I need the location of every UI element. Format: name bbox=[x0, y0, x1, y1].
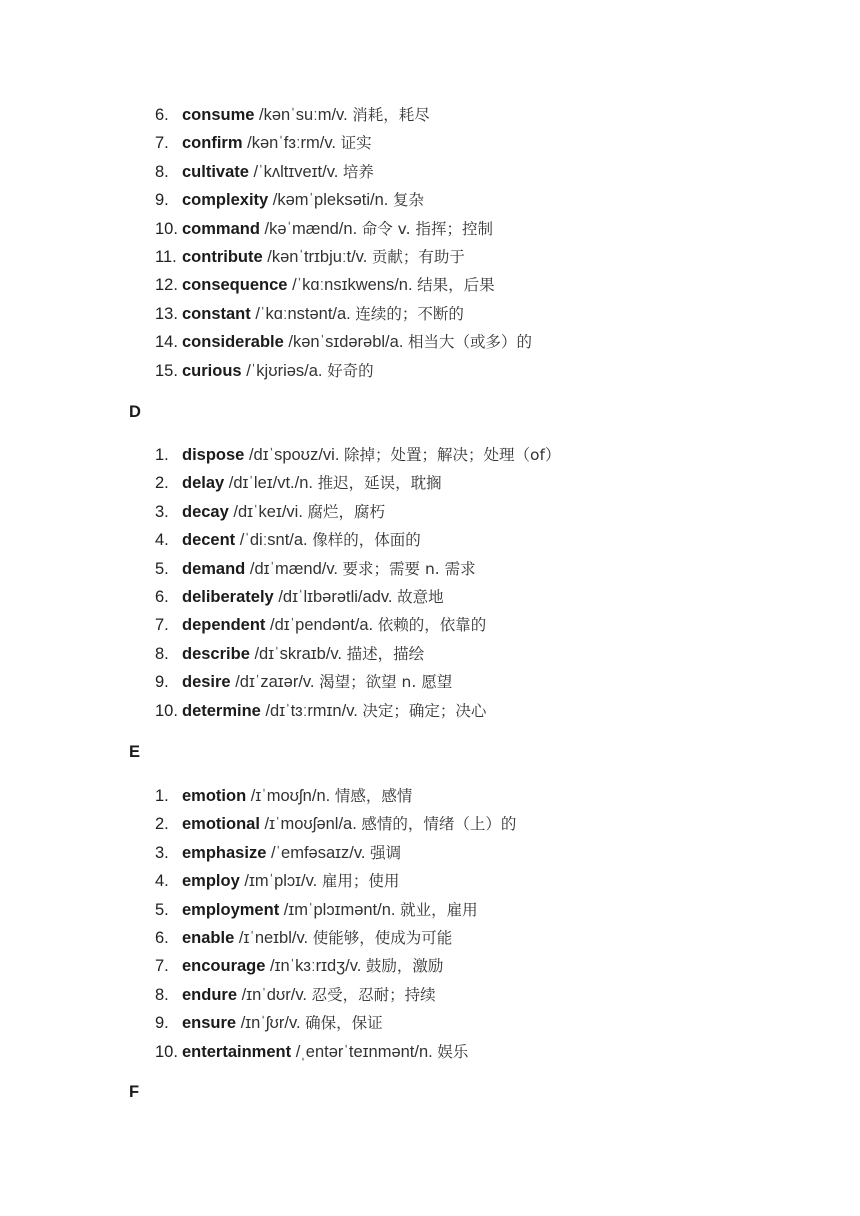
phonetic: /ɪnˈdʊr/v. bbox=[241, 985, 307, 1004]
definition: 鼓励，激励 bbox=[365, 957, 444, 976]
vocab-item bbox=[0, 668, 860, 696]
phonetic: /dɪˈtɜːrmɪn/v. bbox=[265, 701, 358, 720]
definition: 渴望；欲望 n. 愿望 bbox=[319, 673, 453, 692]
item-number: 6. bbox=[155, 928, 169, 947]
item-entry bbox=[182, 952, 443, 980]
vocab-word: endure bbox=[182, 985, 238, 1004]
definition: 依赖的，依靠的 bbox=[377, 616, 487, 635]
vocab-item bbox=[0, 924, 860, 952]
vocab-item bbox=[0, 810, 860, 838]
vocab-word: deliberately bbox=[182, 587, 274, 606]
item-entry bbox=[182, 896, 478, 924]
item-number: 5. bbox=[155, 559, 169, 578]
item-entry bbox=[182, 271, 495, 299]
phonetic: /ˌentərˈteɪnmənt/n. bbox=[295, 1042, 433, 1061]
definition: 故意地 bbox=[397, 587, 444, 606]
section-letter-f: F bbox=[129, 1083, 140, 1101]
item-entry bbox=[182, 101, 430, 129]
vocab-item bbox=[0, 186, 860, 214]
phonetic: /ˈdiːsnt/a. bbox=[239, 531, 308, 550]
vocab-item bbox=[0, 271, 860, 299]
vocab-item bbox=[0, 441, 860, 469]
item-number: 8. bbox=[155, 985, 169, 1004]
vocab-item bbox=[0, 1009, 860, 1037]
vocab-item bbox=[0, 611, 860, 639]
vocab-item bbox=[0, 697, 860, 725]
item-number: 15. bbox=[155, 361, 178, 380]
definition: 证实 bbox=[340, 134, 372, 153]
definition: 要求；需要 n. 需求 bbox=[342, 559, 476, 578]
phonetic: /kəmˈpleksəti/n. bbox=[272, 191, 389, 210]
vocab-word: desire bbox=[182, 673, 231, 692]
vocab-item bbox=[0, 328, 860, 356]
phonetic: /ɪˈneɪbl/v. bbox=[238, 928, 309, 947]
item-entry bbox=[182, 839, 401, 867]
vocab-word: cultivate bbox=[182, 162, 249, 181]
phonetic: /kənˈtrɪbjuːt/v. bbox=[267, 247, 368, 266]
vocab-item bbox=[0, 158, 860, 186]
definition: 消耗，耗尽 bbox=[352, 106, 430, 124]
vocab-word: determine bbox=[182, 701, 261, 720]
item-number: 2. bbox=[155, 815, 169, 834]
item-entry bbox=[182, 810, 516, 838]
definition: 推迟，延误，耽搁 bbox=[317, 474, 442, 493]
vocab-word: curious bbox=[182, 361, 242, 380]
phonetic: /kənˈsɪdərəbl/a. bbox=[288, 333, 404, 352]
item-entry bbox=[182, 555, 476, 583]
definition: 强调 bbox=[370, 843, 402, 862]
item-number: 3. bbox=[155, 843, 169, 862]
definition: 决定；确定；决心 bbox=[362, 701, 487, 720]
item-number: 12. bbox=[155, 276, 178, 295]
item-number: 11. bbox=[155, 247, 177, 266]
vocab-word: demand bbox=[182, 559, 246, 578]
vocab-word: decay bbox=[182, 502, 229, 521]
phonetic: /dɪˈkeɪ/vi. bbox=[233, 502, 303, 521]
phonetic: /ɪˈmoʊʃənl/a. bbox=[264, 815, 357, 834]
definition: 复杂 bbox=[392, 191, 424, 210]
item-number: 4. bbox=[155, 872, 169, 891]
item-entry bbox=[182, 158, 374, 186]
phonetic: /kəˈmænd/n. bbox=[264, 219, 358, 238]
phonetic: /ˈkɑːnsɪkwens/n. bbox=[292, 276, 413, 295]
vocab-item bbox=[0, 896, 860, 924]
vocab-item bbox=[0, 498, 860, 526]
definition: 结果，后果 bbox=[417, 276, 495, 295]
vocab-item bbox=[0, 782, 860, 810]
vocab-word: consequence bbox=[182, 276, 288, 295]
definition: 像样的，体面的 bbox=[312, 531, 421, 550]
item-number: 9. bbox=[155, 1014, 169, 1033]
item-number: 13. bbox=[155, 304, 178, 323]
phonetic: /kənˈfɜːrm/v. bbox=[247, 134, 336, 153]
definition: 命令 v. 指挥；控制 bbox=[361, 219, 494, 238]
vocab-item bbox=[0, 357, 860, 385]
vocab-item bbox=[0, 469, 860, 497]
definition: 就业，雇用 bbox=[400, 900, 478, 919]
item-entry bbox=[182, 498, 385, 526]
vocab-item bbox=[0, 526, 860, 554]
phonetic: /dɪˈzaɪər/v. bbox=[235, 673, 315, 692]
phonetic: /ˈkjʊriəs/a. bbox=[246, 361, 323, 380]
vocab-word: dependent bbox=[182, 616, 266, 635]
item-number: 7. bbox=[155, 957, 169, 976]
phonetic: /dɪˈpendənt/a. bbox=[270, 616, 374, 635]
vocab-item bbox=[0, 1038, 860, 1066]
vocab-word: delay bbox=[182, 474, 225, 493]
vocab-word: command bbox=[182, 219, 260, 238]
item-number: 5. bbox=[155, 900, 169, 919]
item-entry bbox=[182, 186, 424, 214]
item-number: 6. bbox=[155, 587, 169, 606]
item-number: 1. bbox=[155, 446, 169, 464]
item-number: 10. bbox=[155, 219, 178, 238]
item-number: 9. bbox=[155, 673, 169, 692]
definition: 雇用；使用 bbox=[321, 872, 400, 891]
phonetic: /dɪˈskraɪb/v. bbox=[254, 644, 343, 663]
vocab-word: confirm bbox=[182, 134, 243, 153]
vocab-item bbox=[0, 101, 860, 129]
definition: 使能够，使成为可能 bbox=[312, 928, 453, 947]
vocab-list-d bbox=[0, 441, 860, 725]
vocab-word: entertainment bbox=[182, 1042, 292, 1061]
item-entry bbox=[182, 441, 560, 469]
phonetic: /dɪˈlɪbərətli/adv. bbox=[278, 587, 393, 606]
item-entry bbox=[182, 697, 486, 725]
item-number: 10. bbox=[155, 701, 178, 720]
vocab-item bbox=[0, 839, 860, 867]
item-number: 8. bbox=[155, 644, 169, 663]
vocab-word: consume bbox=[182, 106, 255, 124]
vocab-item bbox=[0, 583, 860, 611]
vocab-word: ensure bbox=[182, 1014, 237, 1033]
vocab-item bbox=[0, 300, 860, 328]
vocab-item bbox=[0, 555, 860, 583]
definition: 相当大（或多）的 bbox=[408, 333, 533, 352]
vocab-word: emotion bbox=[182, 787, 247, 805]
item-entry bbox=[182, 611, 486, 639]
phonetic: /ˈkʌltɪveɪt/v. bbox=[253, 162, 339, 181]
phonetic: /ˈkɑːnstənt/a. bbox=[255, 304, 351, 323]
vocab-item bbox=[0, 952, 860, 980]
definition: 感情的，情绪（上）的 bbox=[361, 815, 517, 834]
phonetic: /ɪˈmoʊʃn/n. bbox=[250, 787, 331, 805]
vocab-word: contribute bbox=[182, 247, 263, 266]
vocab-list-e bbox=[0, 782, 860, 1066]
definition: 好奇的 bbox=[327, 361, 374, 380]
vocab-word: considerable bbox=[182, 333, 284, 352]
item-number: 2. bbox=[155, 474, 169, 493]
vocab-word: decent bbox=[182, 531, 236, 550]
section-letter-e: E bbox=[129, 743, 141, 761]
definition: 确保，保证 bbox=[305, 1014, 383, 1033]
item-entry bbox=[182, 357, 374, 385]
item-entry bbox=[182, 469, 442, 497]
item-number: 9. bbox=[155, 191, 169, 210]
phonetic: /ˈemfəsaɪz/v. bbox=[270, 843, 366, 862]
definition: 腐烂，腐朽 bbox=[307, 502, 386, 521]
item-number: 3. bbox=[155, 502, 169, 521]
vocab-word: complexity bbox=[182, 191, 269, 210]
phonetic: /ɪnˈkɜːrɪdʒ/v. bbox=[270, 957, 362, 976]
item-entry bbox=[182, 782, 412, 810]
section-letter-d: D bbox=[129, 403, 141, 421]
phonetic: /dɪˈspoʊz/vi. bbox=[248, 446, 340, 464]
vocab-word: dispose bbox=[182, 446, 245, 464]
definition: 培养 bbox=[342, 162, 374, 181]
vocab-item bbox=[0, 640, 860, 668]
vocab-word: encourage bbox=[182, 957, 266, 976]
item-number: 8. bbox=[155, 162, 169, 181]
item-entry bbox=[182, 583, 444, 611]
definition: 情感，感情 bbox=[334, 787, 413, 805]
item-entry bbox=[182, 640, 424, 668]
definition: 描述，描绘 bbox=[346, 644, 425, 663]
vocab-item bbox=[0, 867, 860, 895]
definition: 忍受，忍耐；持续 bbox=[311, 985, 436, 1004]
item-number: 4. bbox=[155, 531, 169, 550]
vocab-word: employment bbox=[182, 900, 280, 919]
item-number: 10. bbox=[155, 1042, 178, 1061]
item-entry bbox=[182, 867, 399, 895]
definition: 除掉；处置；解决；处理（of） bbox=[344, 446, 561, 464]
vocab-item bbox=[0, 243, 860, 271]
phonetic: /dɪˈmænd/v. bbox=[249, 559, 338, 578]
definition: 贡献；有助于 bbox=[371, 247, 465, 266]
vocab-word: describe bbox=[182, 644, 250, 663]
phonetic: /kənˈsuːm/v. bbox=[259, 106, 348, 124]
definition: 娱乐 bbox=[437, 1042, 469, 1061]
item-entry bbox=[182, 328, 532, 356]
item-number: 1. bbox=[155, 787, 169, 805]
item-number: 6. bbox=[155, 106, 169, 124]
item-entry bbox=[182, 981, 436, 1009]
item-number: 7. bbox=[155, 616, 169, 635]
vocab-item bbox=[0, 215, 860, 243]
vocab-item bbox=[0, 129, 860, 157]
item-entry bbox=[182, 300, 464, 328]
item-entry bbox=[182, 526, 421, 554]
phonetic: /ɪnˈʃʊr/v. bbox=[240, 1014, 301, 1033]
vocab-word: constant bbox=[182, 304, 251, 323]
item-entry bbox=[182, 129, 372, 157]
phonetic: /ɪmˈplɔɪ/v. bbox=[244, 872, 318, 891]
phonetic: /ɪmˈplɔɪmənt/n. bbox=[283, 900, 396, 919]
item-entry bbox=[182, 215, 493, 243]
vocab-word: employ bbox=[182, 872, 240, 891]
item-number: 14. bbox=[155, 333, 178, 352]
item-entry bbox=[182, 243, 465, 271]
vocab-list-c bbox=[0, 101, 860, 385]
item-entry bbox=[182, 924, 452, 952]
item-entry bbox=[182, 1009, 383, 1037]
vocab-word: enable bbox=[182, 928, 235, 947]
item-entry bbox=[182, 668, 452, 696]
vocab-item bbox=[0, 981, 860, 1009]
vocab-word: emphasize bbox=[182, 843, 267, 862]
item-number: 7. bbox=[155, 134, 169, 153]
phonetic: /dɪˈleɪ/vt./n. bbox=[228, 474, 313, 493]
item-entry bbox=[182, 1038, 468, 1066]
definition: 连续的；不断的 bbox=[355, 304, 464, 323]
vocab-word: emotional bbox=[182, 815, 260, 834]
